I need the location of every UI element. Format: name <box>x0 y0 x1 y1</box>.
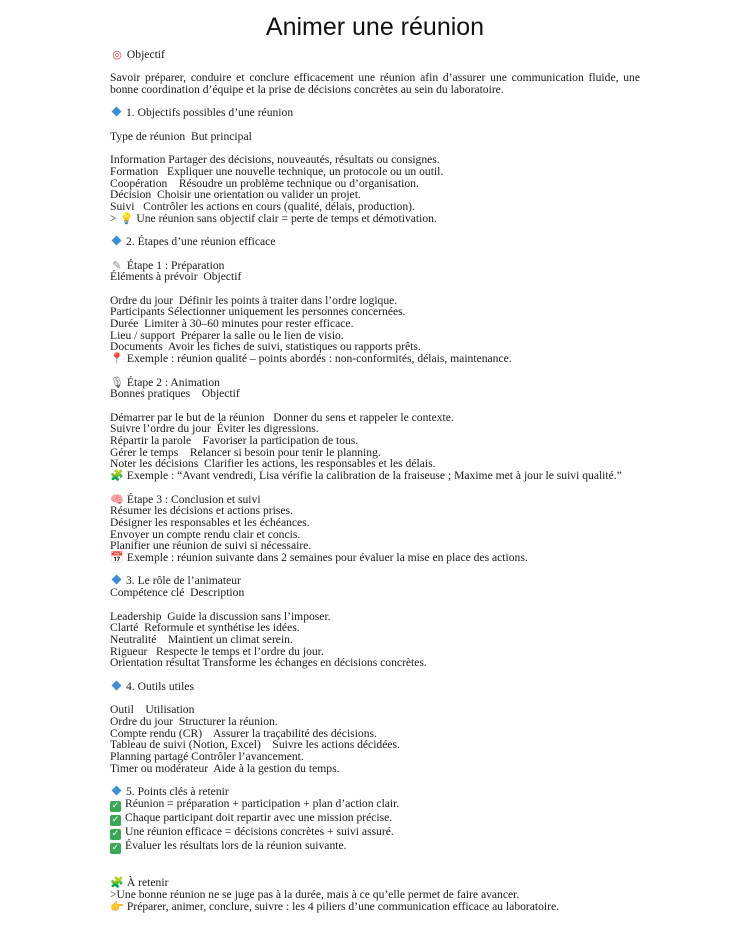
calendar-icon: 📅 <box>110 551 124 565</box>
step3-example: Exemple : réunion suivante dans 2 semaines pour évaluer la mise en place des actions. <box>126 551 528 565</box>
table-row: Suivre l’ordre du jour Éviter les digressions. <box>110 422 319 436</box>
objectif-heading-line <box>110 49 640 61</box>
table-row: Timer ou modérateur Aide à la gestion du temps. <box>110 761 340 775</box>
microphone-icon: 🎙 <box>110 375 124 389</box>
table-row: Tableau de suivi (Notion, Excel) Suivre les actions décidées. <box>110 738 400 752</box>
table-row: Participants Sélectionner uniquement les personnes concernées. <box>110 305 406 319</box>
step3-heading: Étape 3 : Conclusion et suivi <box>126 492 261 506</box>
table-row: Documents Avoir les fiches de suivi, statistiques ou rapports prêts. <box>110 340 421 354</box>
step3-example-line <box>110 552 640 564</box>
table-row: Clarté Reformule et synthétise les idées. <box>110 621 300 635</box>
section2-heading-line <box>110 236 640 248</box>
table-row: Suivi Contrôler les actions en cours (qualité, délais, production). <box>110 200 415 214</box>
lightbulb-icon: 💡 <box>119 211 134 225</box>
document-body <box>110 47 640 912</box>
quill-icon: ✎ <box>112 258 122 272</box>
table-row: Rigueur Respecte le temps et l’ordre du jour. <box>110 644 324 658</box>
target-icon: ◎ <box>112 48 122 61</box>
list-item: Envoyer un compte rendu clair et concis. <box>110 527 301 541</box>
table-row: Ordre du jour Définir les points à traiter dans l’ordre logique. <box>110 293 398 307</box>
table-row: Coopération Résoudre un problème technique ou d’organisation. <box>110 176 419 190</box>
step1-example-line <box>110 353 640 365</box>
diamond-icon <box>112 575 122 585</box>
table-row: Formation Expliquer une nouvelle technique, un protocole ou un outil. <box>110 164 444 178</box>
quote-marker: > <box>110 887 117 901</box>
checkmark-icon: ✓ <box>111 842 120 853</box>
table-row: Compte rendu (CR) Assurer la traçabilité des décisions. <box>110 726 377 740</box>
step1-example: Exemple : réunion qualité – points abordés : non-conformités, délais, maintenance. <box>126 352 512 366</box>
section1-note <box>110 213 640 225</box>
diamond-icon <box>112 786 122 796</box>
section4-table-header: Outil Utilisation <box>110 703 195 717</box>
pin-icon: 📍 <box>110 352 124 366</box>
retenir-heading: À retenir <box>126 876 169 890</box>
step1-heading: Étape 1 : Préparation <box>126 258 225 272</box>
list-item: Planifier une réunion de suivi si nécessaire. <box>110 539 312 553</box>
list-item-text: Évaluer les résultats lors de la réunion suivante. <box>125 838 347 852</box>
list-item <box>110 840 640 854</box>
table-row: Démarrer par le but de la réunion Donner du sens et rappeler le contexte. <box>110 410 454 424</box>
table-row: Répartir la parole Favoriser la participation de tous. <box>110 434 359 448</box>
brain-icon: 🧠 <box>110 492 124 506</box>
checkmark-icon: ✓ <box>111 814 120 825</box>
puzzle-icon: 🧩 <box>110 469 124 483</box>
section1-note-text: Une réunion sans objectif clair = perte de temps et démotivation. <box>136 211 437 225</box>
checkmark-icon: ✓ <box>111 828 120 839</box>
table-row: Décision Choisir une orientation ou valider un projet. <box>110 188 361 202</box>
table-row: Orientation résultat Transforme les échanges en décisions concrètes. <box>110 656 427 670</box>
section4-heading: 4. Outils utiles <box>126 679 194 693</box>
section2-heading: 2. Étapes d’une réunion efficace <box>126 235 276 249</box>
table-row: Information Partager des décisions, nouveautés, résultats ou consignes. <box>110 153 440 167</box>
puzzle-icon: 🧩 <box>110 876 124 890</box>
step1-table-header: Éléments à prévoir Objectif <box>110 270 242 284</box>
section5-heading: 5. Points clés à retenir <box>126 785 229 799</box>
list-item: Résumer les décisions et actions prises. <box>110 504 293 518</box>
list-item <box>110 812 640 826</box>
page-title: Animer une réunion <box>265 13 485 41</box>
diamond-icon <box>112 236 122 246</box>
section1-heading: 1. Objectifs possibles d’une réunion <box>126 106 294 120</box>
list-item <box>110 798 640 812</box>
table-row: Planning partagé Contrôler l’avancement. <box>110 749 304 763</box>
pointing-hand-icon: 👉 <box>110 899 124 913</box>
retenir-quote: Une bonne réunion ne se juge pas à la durée, mais à ce qu’elle permet de faire avancer. <box>116 887 520 901</box>
diamond-icon <box>112 107 122 117</box>
section3-table-header: Compétence clé Description <box>110 586 245 600</box>
retenir-final-line <box>110 901 640 913</box>
step2-table-header: Bonnes pratiques Objectif <box>110 387 240 401</box>
retenir-final: Préparer, animer, conclure, suivre : les 4 piliers d’une communication efficace au laboratoire. <box>126 899 560 913</box>
list-item: Désigner les responsables et les échéances. <box>110 515 310 529</box>
list-item <box>110 826 640 840</box>
table-row: Gérer le temps Relancer si besoin pour tenir le planning. <box>110 445 381 459</box>
checkmark-icon: ✓ <box>111 800 120 811</box>
section4-heading-line <box>110 681 640 693</box>
table-row: Noter les décisions Clarifier les actions, les responsables et les délais. <box>110 457 436 471</box>
table-row: Ordre du jour Structurer la réunion. <box>110 714 278 728</box>
objectif-text: Savoir préparer, conduire et conclure efficacement une réunion afin d’assurer une communication fluide, une bonne coordination d’équipe et la prise de décisions concrètes au sein du laboratoire. <box>110 71 640 97</box>
section1-table-header: Type de réunion But principal <box>110 129 252 143</box>
section1-heading-line <box>110 107 640 119</box>
section3-heading: 3. Le rôle de l’animateur <box>126 574 241 588</box>
table-row: Lieu / support Préparer la salle ou le lien de visio. <box>110 328 344 342</box>
quote-marker: > <box>110 211 117 225</box>
objectif-heading: Objectif <box>126 48 165 61</box>
table-row: Leadership Guide la discussion sans l’imposer. <box>110 609 331 623</box>
list-item-text: Une réunion efficace = décisions concrètes + suivi assuré. <box>125 824 394 838</box>
step2-example-line <box>110 470 640 482</box>
step2-example: Exemple : “Avant vendredi, Lisa vérifie la calibration de la fraiseuse ; Maxime met à jour le suivi qualité.” <box>126 469 622 483</box>
table-row: Neutralité Maintient un climat serein. <box>110 632 293 646</box>
diamond-icon <box>112 680 122 690</box>
list-item-text: Chaque participant doit repartir avec une mission précise. <box>125 810 393 824</box>
table-row: Durée Limiter à 30–60 minutes pour rester efficace. <box>110 317 354 331</box>
list-item-text: Réunion = préparation + participation + plan d’action clair. <box>125 796 400 810</box>
step2-heading: Étape 2 : Animation <box>126 375 220 389</box>
